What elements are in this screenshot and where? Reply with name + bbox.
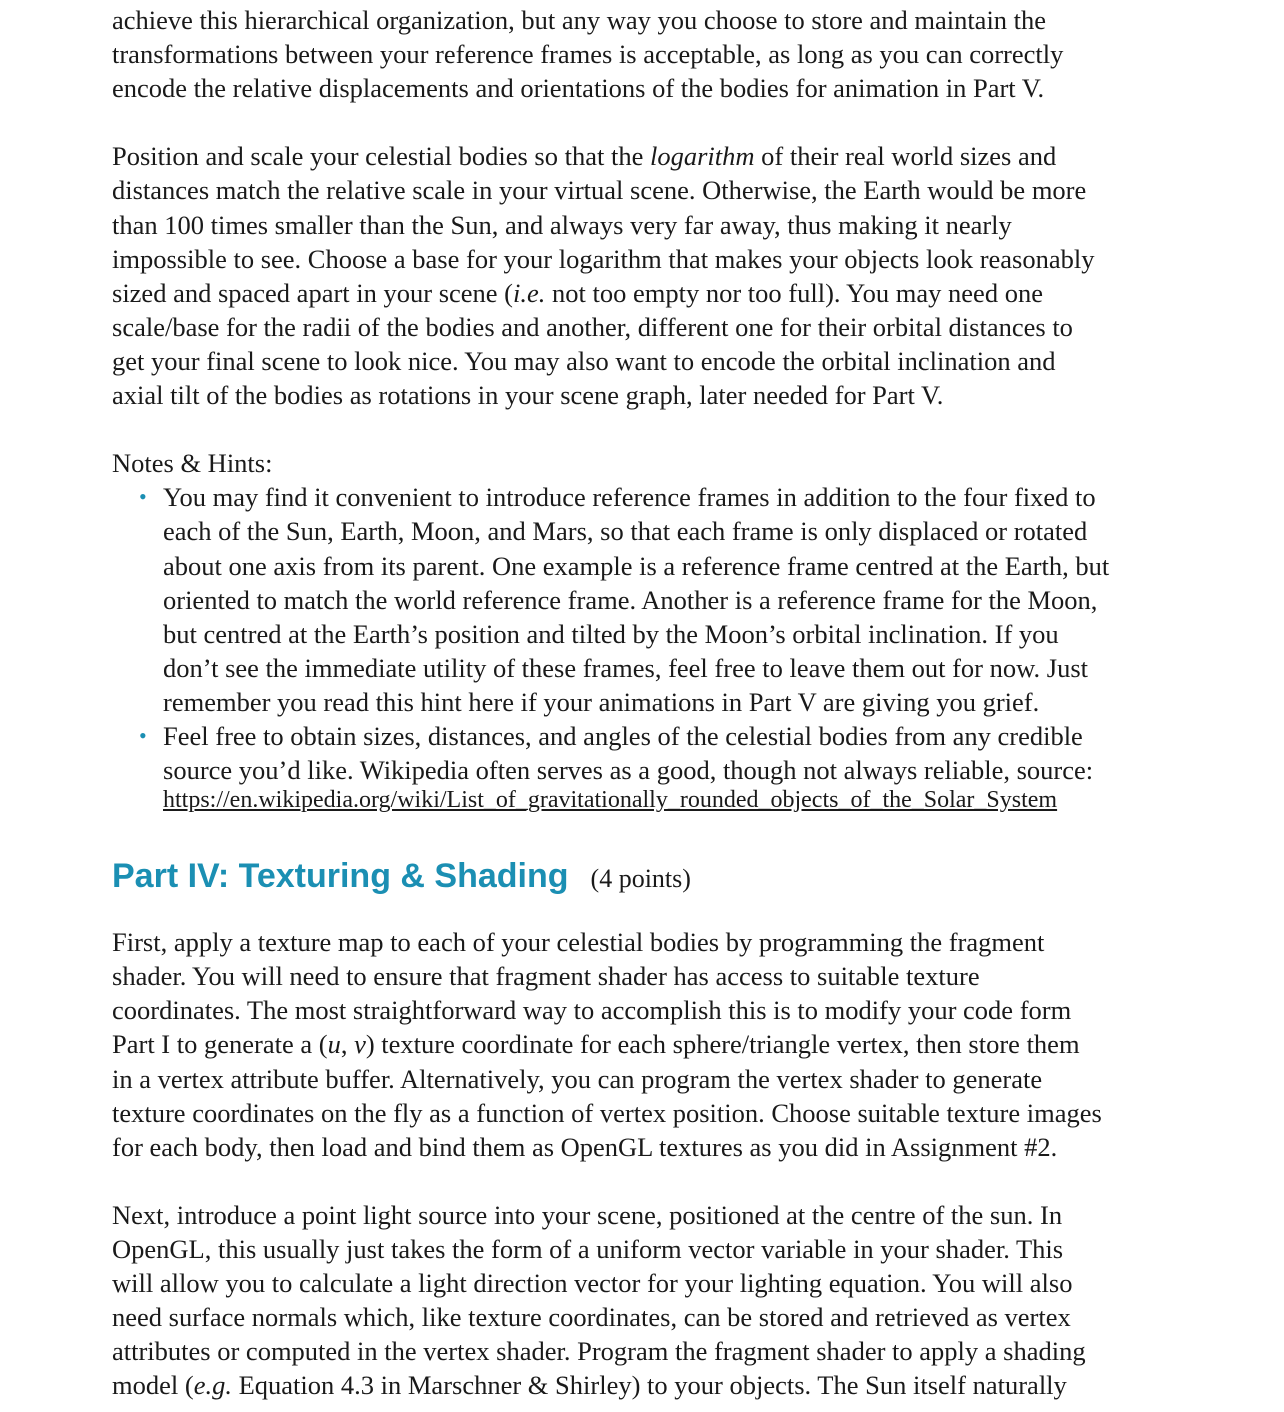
math-u: u [327, 1029, 341, 1060]
text-line: transformations between your reference frames is acceptable, as long as you can correctly [112, 39, 1064, 70]
list-item [139, 719, 1172, 815]
text-line: about one axis from its parent. One example is a reference frame centred at the Earth, but [163, 550, 1110, 581]
text-line: distances match the relative scale in your virtual scene. Otherwise, the Earth would be more [112, 175, 1087, 206]
text-line: sized and spaced apart in your scene (i.e. not too empty nor too full). You may need one [112, 277, 1043, 308]
paragraph-texturing [112, 925, 1172, 1164]
notes-list [112, 480, 1172, 815]
text-line: attributes or computed in the vertex shader. Program the fragment shader to apply a shading [112, 1336, 1086, 1367]
paragraph-scale [112, 139, 1172, 412]
bullet-icon: • [139, 484, 147, 510]
text-line: Feel free to obtain sizes, distances, and angles of the celestial bodies from any credible [163, 720, 1083, 751]
text-line: OpenGL, this usually just takes the form of a uniform vector variable in your shader. This [112, 1234, 1064, 1264]
text-line: coordinates. The most straightforward way to accomplish this is to modify your code form [112, 995, 1072, 1026]
bullet-icon: • [139, 722, 147, 748]
emphasis-ie: i.e. [513, 277, 546, 308]
text-line: than 100 times smaller than the Sun, and always very far away, thus making it nearly [112, 209, 1012, 240]
text-line: scale/base for the radii of the bodies and another, different one for their orbital distances to [112, 311, 1073, 342]
text-line: Part I to generate a (u, v) texture coordinate for each sphere/triangle vertex, then store them [112, 1029, 1080, 1060]
emphasis-logarithm: logarithm [649, 141, 755, 172]
text-line: You may find it convenient to introduce reference frames in addition to the four fixed to [163, 482, 1096, 513]
math-v: v [354, 1029, 366, 1060]
text-line: encode the relative displacements and orientations of the bodies for animation in Part V. [112, 73, 1045, 104]
text-line: need surface normals which, like texture coordinates, can be stored and retrieved as vertex [112, 1302, 1071, 1333]
text-line: texture coordinates on the fly as a function of vertex position. Choose suitable texture images [112, 1097, 1102, 1128]
text-line: but centred at the Earth’s position and tilted by the Moon’s orbital inclination. If you [163, 618, 1059, 649]
text-line: each of the Sun, Earth, Moon, and Mars, so that each frame is only displaced or rotated [163, 516, 1088, 547]
text-line: in a vertex attribute buffer. Alternatively, you can program the vertex shader to generate [112, 1063, 1043, 1094]
section-title: Part IV: Texturing & Shading [112, 857, 569, 896]
text-line: achieve this hierarchical organization, but any way you choose to store and maintain the [112, 5, 1047, 35]
text-line: get your final scene to look nice. You may also want to encode the orbital inclination and [112, 345, 1056, 376]
list-item [139, 480, 1172, 719]
notes-title: Notes & Hints: [112, 448, 273, 479]
text-line: Next, introduce a point light source into your scene, positioned at the centre of the sun. In [112, 1199, 1063, 1230]
text-line: impossible to see. Choose a base for your logarithm that makes your objects look reasonably [112, 243, 1095, 274]
text-line: don’t see the immediate utility of these frames, feel free to leave them out for now. Just [163, 652, 1089, 683]
emphasis-eg: e.g. [193, 1370, 232, 1401]
text-line: First, apply a texture map to each of your celestial bodies by programming the fragment [112, 927, 1045, 958]
text-line: source you’d like. Wikipedia often serves as a good, though not always reliable, source: [163, 755, 1094, 786]
text-line: axial tilt of the bodies as rotations in your scene graph, later needed for Part V. [112, 380, 944, 411]
paragraph-shading [112, 1198, 1172, 1403]
text-line: will allow you to calculate a light direction vector for your lighting equation. You will also [112, 1268, 1073, 1299]
text-line: model (e.g. Equation 4.3 in Marschner & Shirley) to your objects. The Sun itself naturally [112, 1370, 1067, 1401]
wikipedia-link[interactable]: https://en.wikipedia.org/wiki/List_of_gravitationally_rounded_objects_of_the_Solar_System [163, 787, 1058, 814]
paragraph-hierarchy [112, 3, 1172, 105]
document-page [112, 0, 1172, 1402]
text-line: Position and scale your celestial bodies so that the logarithm of their real world sizes and [112, 141, 1057, 172]
text-line: remember you read this hint here if your animations in Part V are giving you grief. [163, 686, 1040, 717]
text-line: for each body, then load and bind them as OpenGL textures as you did in Assignment #2. [112, 1131, 1058, 1162]
section-heading [112, 857, 1172, 905]
text-line: oriented to match the world reference frame. Another is a reference frame for the Moon, [163, 584, 1098, 615]
text-line: shader. You will need to ensure that fragment shader has access to suitable texture [112, 961, 980, 992]
section-points: (4 points) [590, 864, 691, 894]
